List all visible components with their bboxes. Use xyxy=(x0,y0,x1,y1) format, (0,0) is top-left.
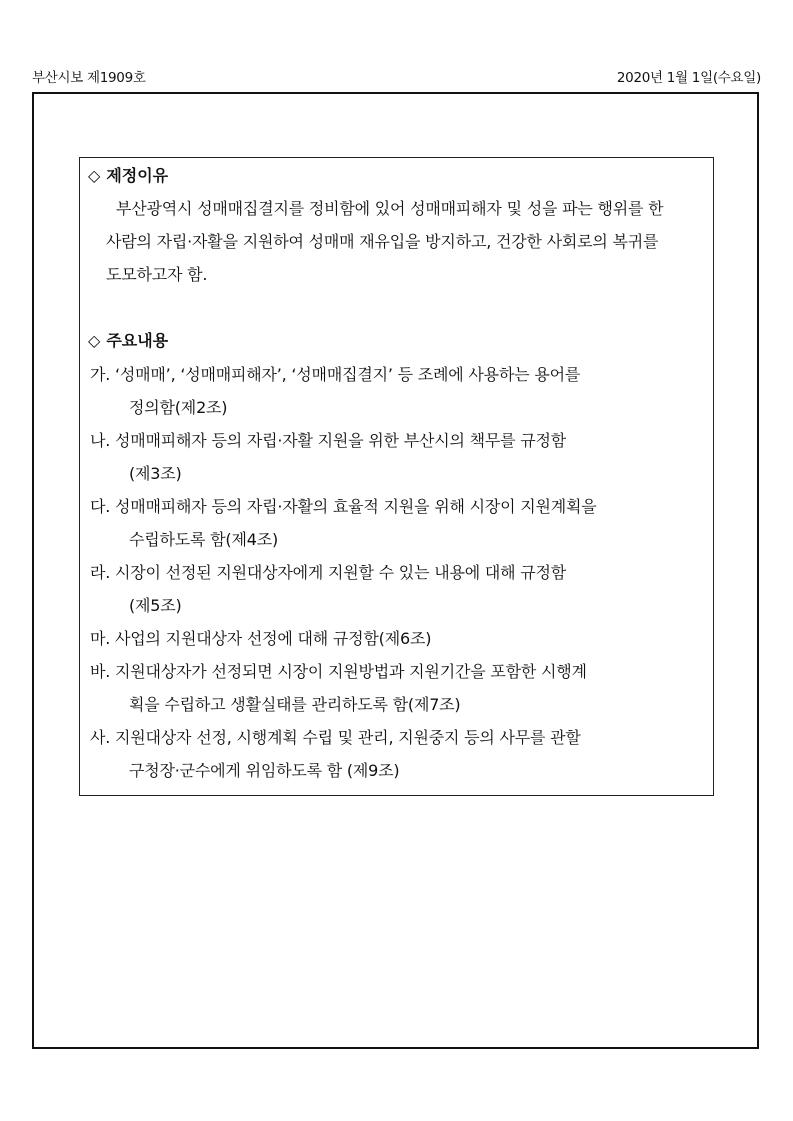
list-item: 바. 지원대상자가 선정되면 시장이 지원방법과 지원기간을 포함한 시행계 획을 수립하고 생활실태를 관리하도록 함(제7조) xyxy=(90,662,587,714)
summary-box xyxy=(79,157,714,796)
diamond-outline-icon: ◇ xyxy=(88,331,101,350)
gazette-date-header: 2020년 1월 1일(수요일) xyxy=(616,70,761,86)
list-item: 다. 성매매피해자 등의 자립·자활의 효율적 지원을 위해 시장이 지원계획을 수립하도록 함(제4조) xyxy=(90,497,597,549)
reason-paragraph xyxy=(106,192,706,291)
reason-line: 도모하고자 함. xyxy=(106,265,208,284)
reason-section-title: ◇ 제정이유 xyxy=(88,166,169,185)
reason-line: 부산광역시 성매매집결지를 정비함에 있어 성매매피해자 및 성을 파는 행위를 한 xyxy=(116,199,664,218)
main-items-list xyxy=(90,358,706,787)
list-item: 사. 지원대상자 선정, 시행계획 수립 및 관리, 지원중지 등의 사무를 관할 구청장·군수에게 위임하도록 함 (제9조) xyxy=(90,728,581,780)
diamond-outline-icon: ◇ xyxy=(88,166,101,185)
list-item: 라. 시장이 선정된 지원대상자에게 지원할 수 있는 내용에 대해 규정함 (제5조) xyxy=(90,563,567,615)
gazette-issue-header: 부산시보 제1909호 xyxy=(32,70,146,86)
list-item: 마. 사업의 지원대상자 선정에 대해 규정함(제6조) xyxy=(90,629,432,648)
list-item: 나. 성매매피해자 등의 자립·자활 지원을 위한 부산시의 책무를 규정함 (제3조) xyxy=(90,431,567,483)
list-item: 가. ‘성매매’, ‘성매매피해자’, ‘성매매집결지’ 등 조례에 사용하는 용어를 정의함(제2조) xyxy=(90,365,581,417)
reason-line: 사람의 자립·자활을 지원하여 성매매 재유입을 방지하고, 건강한 사회로의 복귀를 xyxy=(106,232,659,251)
main-section-title: ◇ 주요내용 xyxy=(88,331,169,350)
